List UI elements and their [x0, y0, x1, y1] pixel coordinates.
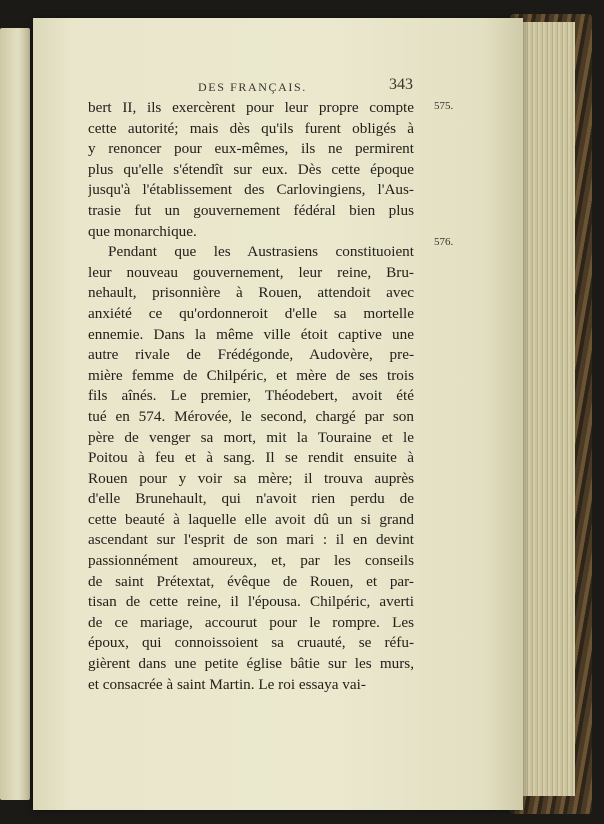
- body-text: [88, 98, 414, 695]
- text-line: nehault, prisonnière à Rouen, attendoit avec: [88, 284, 414, 302]
- paragraph: [88, 98, 414, 242]
- paragraph: [88, 242, 414, 695]
- text-line: Poitou à feu et à sang. Il se rendit ensuite à: [88, 449, 414, 467]
- text-line: de ce mariage, accourut pour le rompre. Les: [88, 613, 414, 631]
- text-line: mière femme de Chilpéric, et mère de ses trois: [88, 366, 414, 384]
- page-number: 343: [389, 76, 413, 93]
- text-line: autre rivale de Frédégonde, Audovère, pre-: [88, 346, 414, 364]
- margin-note-year: 575.: [434, 100, 454, 112]
- text-line: fils aînés. Le premier, Théodebert, avoit été: [88, 387, 414, 405]
- text-line: de saint Prétextat, évêque de Rouen, et par-: [88, 572, 414, 590]
- text-line: d'elle Brunehault, qui n'avoit rien perdu de: [88, 490, 414, 508]
- page-header: [198, 76, 413, 98]
- text-line: trasie fut un gouvernement fédéral bien plus: [88, 201, 414, 219]
- text-line: cette beauté à laquelle elle avoit dû un si grand: [88, 510, 414, 528]
- text-line: plus qu'elle s'étendît sur eux. Dès cette époque: [88, 160, 414, 178]
- text-line: que monarchique.: [88, 222, 197, 240]
- text-line: Pendant que les Austrasiens constituoient: [108, 243, 414, 261]
- margin-note-year: 576.: [434, 236, 454, 248]
- text-line: et consacrée à saint Martin. Le roi essaya vai-: [88, 675, 366, 693]
- text-line: cette autorité; mais dès qu'ils furent obligés à: [88, 119, 414, 137]
- running-title: DES FRANÇAIS.: [198, 80, 307, 94]
- text-line: ennemie. Dans la même ville étoit captive une: [88, 325, 414, 343]
- text-line: jusqu'à l'établissement des Carlovingiens, l'Aus-: [88, 181, 414, 199]
- text-line: leur nouveau gouvernement, leur reine, Bru-: [88, 263, 414, 281]
- text-line: bert II, ils exercèrent pour leur propre compte: [88, 99, 414, 116]
- text-line: tué en 574. Mérovée, le second, chargé par son: [88, 407, 414, 425]
- facing-page-edge: [0, 28, 30, 800]
- text-line: gièrent dans une petite église bâtie sur les murs,: [88, 655, 414, 673]
- text-line: passionnément amoureux, et, par les conseils: [88, 552, 414, 570]
- text-line: époux, qui connoissoient sa cruauté, se réfu-: [88, 634, 414, 652]
- text-line: ascendant sur l'esprit de son mari : il en devint: [88, 531, 414, 549]
- text-line: y renoncer pour eux-mêmes, ils ne permirent: [88, 140, 414, 158]
- text-line: Rouen pour y voir sa mère; il trouva auprès: [88, 469, 414, 487]
- text-line: anxiété ce qu'ordonneroit d'elle sa mortelle: [88, 304, 414, 322]
- text-line: père de venger sa mort, mit la Touraine et le: [88, 428, 414, 446]
- text-line: tisan de cette reine, il l'épousa. Chilpéric, averti: [88, 593, 414, 611]
